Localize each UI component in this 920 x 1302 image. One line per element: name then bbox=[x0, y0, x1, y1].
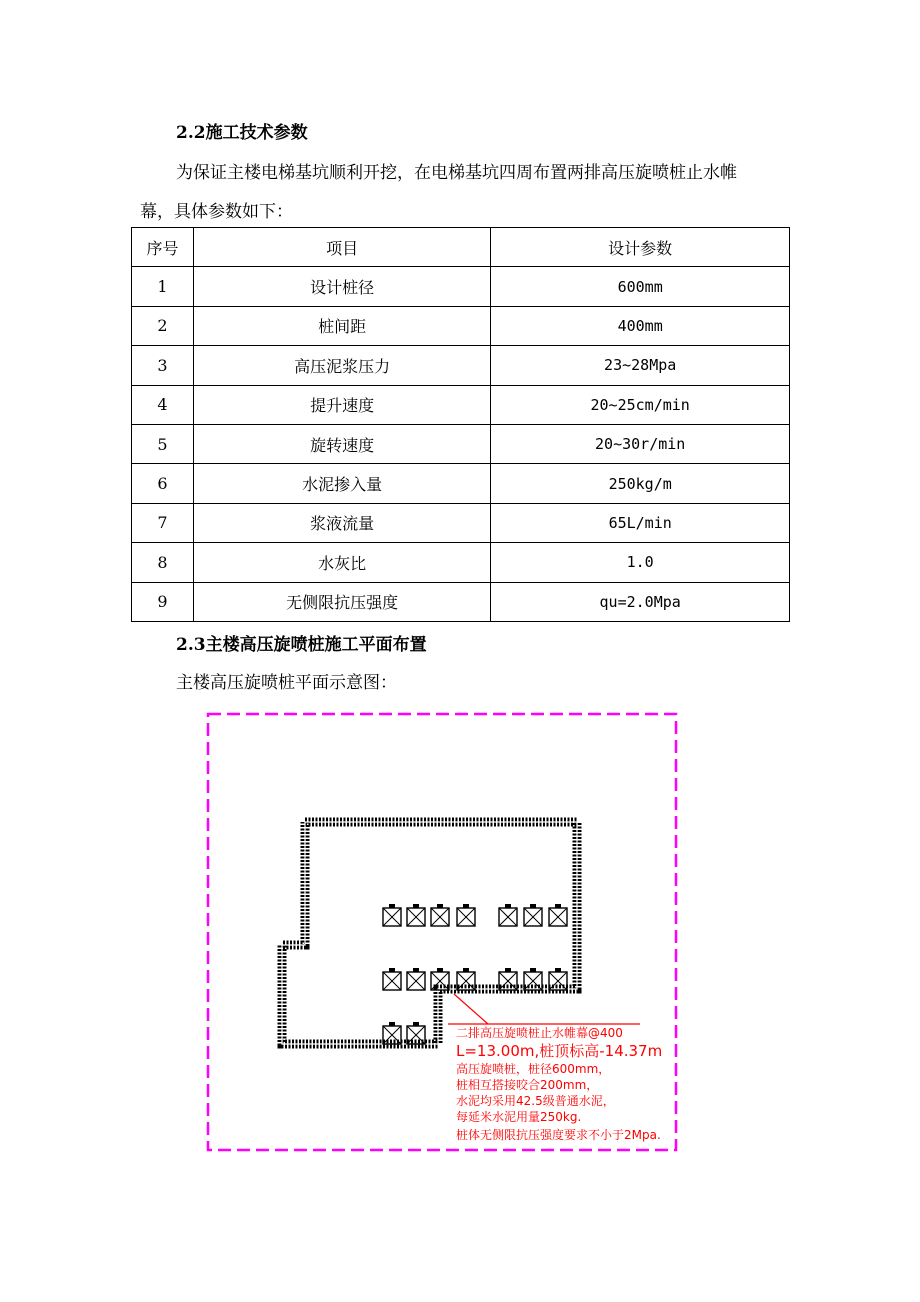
section-heading-2-3: 2.3主楼高压旋喷桩施工平面布置 bbox=[176, 635, 427, 655]
pit-box bbox=[549, 904, 567, 926]
cell-no: 9 bbox=[132, 582, 194, 621]
elevator-pits bbox=[383, 904, 567, 1044]
cell-item: 提升速度 bbox=[193, 385, 490, 424]
header-no: 序号 bbox=[132, 228, 194, 267]
pit-box bbox=[407, 904, 425, 926]
pit-box bbox=[431, 904, 449, 926]
cell-no: 1 bbox=[132, 267, 194, 306]
cell-value: 600mm bbox=[491, 267, 790, 306]
pit-box bbox=[407, 968, 425, 990]
cell-value: 1.0 bbox=[491, 543, 790, 582]
cell-value: 65L/min bbox=[491, 503, 790, 542]
header-item: 项目 bbox=[193, 228, 490, 267]
cell-item: 无侧限抗压强度 bbox=[193, 582, 490, 621]
cell-value: qu=2.0Mpa bbox=[491, 582, 790, 621]
cell-no: 5 bbox=[132, 424, 194, 463]
note-line-6: 每延米水泥用量250kg. bbox=[456, 1110, 582, 1124]
header-value: 设计参数 bbox=[491, 228, 790, 267]
cell-no: 7 bbox=[132, 503, 194, 542]
cell-no: 2 bbox=[132, 306, 194, 345]
cell-item: 水灰比 bbox=[193, 543, 490, 582]
note-line-1: 二排高压旋喷桩止水帷幕@400 bbox=[456, 1026, 623, 1040]
pit-box bbox=[457, 904, 475, 926]
cell-item: 高压泥浆压力 bbox=[193, 346, 490, 385]
intro-paragraph-line-1: 为保证主楼电梯基坑顺利开挖，在电梯基坑四周布置两排高压旋喷桩止水帷 bbox=[176, 163, 737, 183]
cell-value: 23~28Mpa bbox=[491, 346, 790, 385]
cell-value: 400mm bbox=[491, 306, 790, 345]
intro-paragraph-line-2: 幕，具体参数如下： bbox=[140, 202, 293, 222]
leader-line bbox=[454, 994, 488, 1024]
cell-no: 4 bbox=[132, 385, 194, 424]
cell-no: 3 bbox=[132, 346, 194, 385]
pile-row-band bbox=[282, 822, 577, 1044]
pit-box bbox=[383, 968, 401, 990]
pile-row-separator bbox=[282, 822, 577, 1044]
pit-box bbox=[499, 904, 517, 926]
cell-value: 250kg/m bbox=[491, 464, 790, 503]
section-heading-2-2: 2.2施工技术参数 bbox=[176, 123, 308, 143]
pit-box bbox=[549, 968, 567, 990]
cell-item: 水泥掺入量 bbox=[193, 464, 490, 503]
pile-curtain-wall bbox=[282, 822, 577, 1044]
cell-no: 8 bbox=[132, 543, 194, 582]
pit-box bbox=[383, 904, 401, 926]
cell-value: 20~30r/min bbox=[491, 424, 790, 463]
note-line-4: 桩相互搭接咬合200mm， bbox=[456, 1078, 599, 1092]
note-line-7: 桩体无侧限抗压强度要求不小于2Mpa. bbox=[456, 1128, 661, 1142]
note-line-2: L=13.00m,桩顶标高-14.37m bbox=[456, 1042, 663, 1060]
cell-value: 20~25cm/min bbox=[491, 385, 790, 424]
cell-item: 桩间距 bbox=[193, 306, 490, 345]
pit-box bbox=[524, 904, 542, 926]
note-line-5: 水泥均采用42.5级普通水泥， bbox=[456, 1094, 615, 1108]
cell-no: 6 bbox=[132, 464, 194, 503]
cell-item: 浆液流量 bbox=[193, 503, 490, 542]
note-line-3: 高压旋喷桩，桩径600mm， bbox=[456, 1062, 611, 1076]
site-boundary bbox=[208, 714, 676, 1150]
figure-caption: 主楼高压旋喷桩平面示意图： bbox=[176, 673, 397, 693]
cell-item: 设计桩径 bbox=[193, 267, 490, 306]
cell-item: 旋转速度 bbox=[193, 424, 490, 463]
